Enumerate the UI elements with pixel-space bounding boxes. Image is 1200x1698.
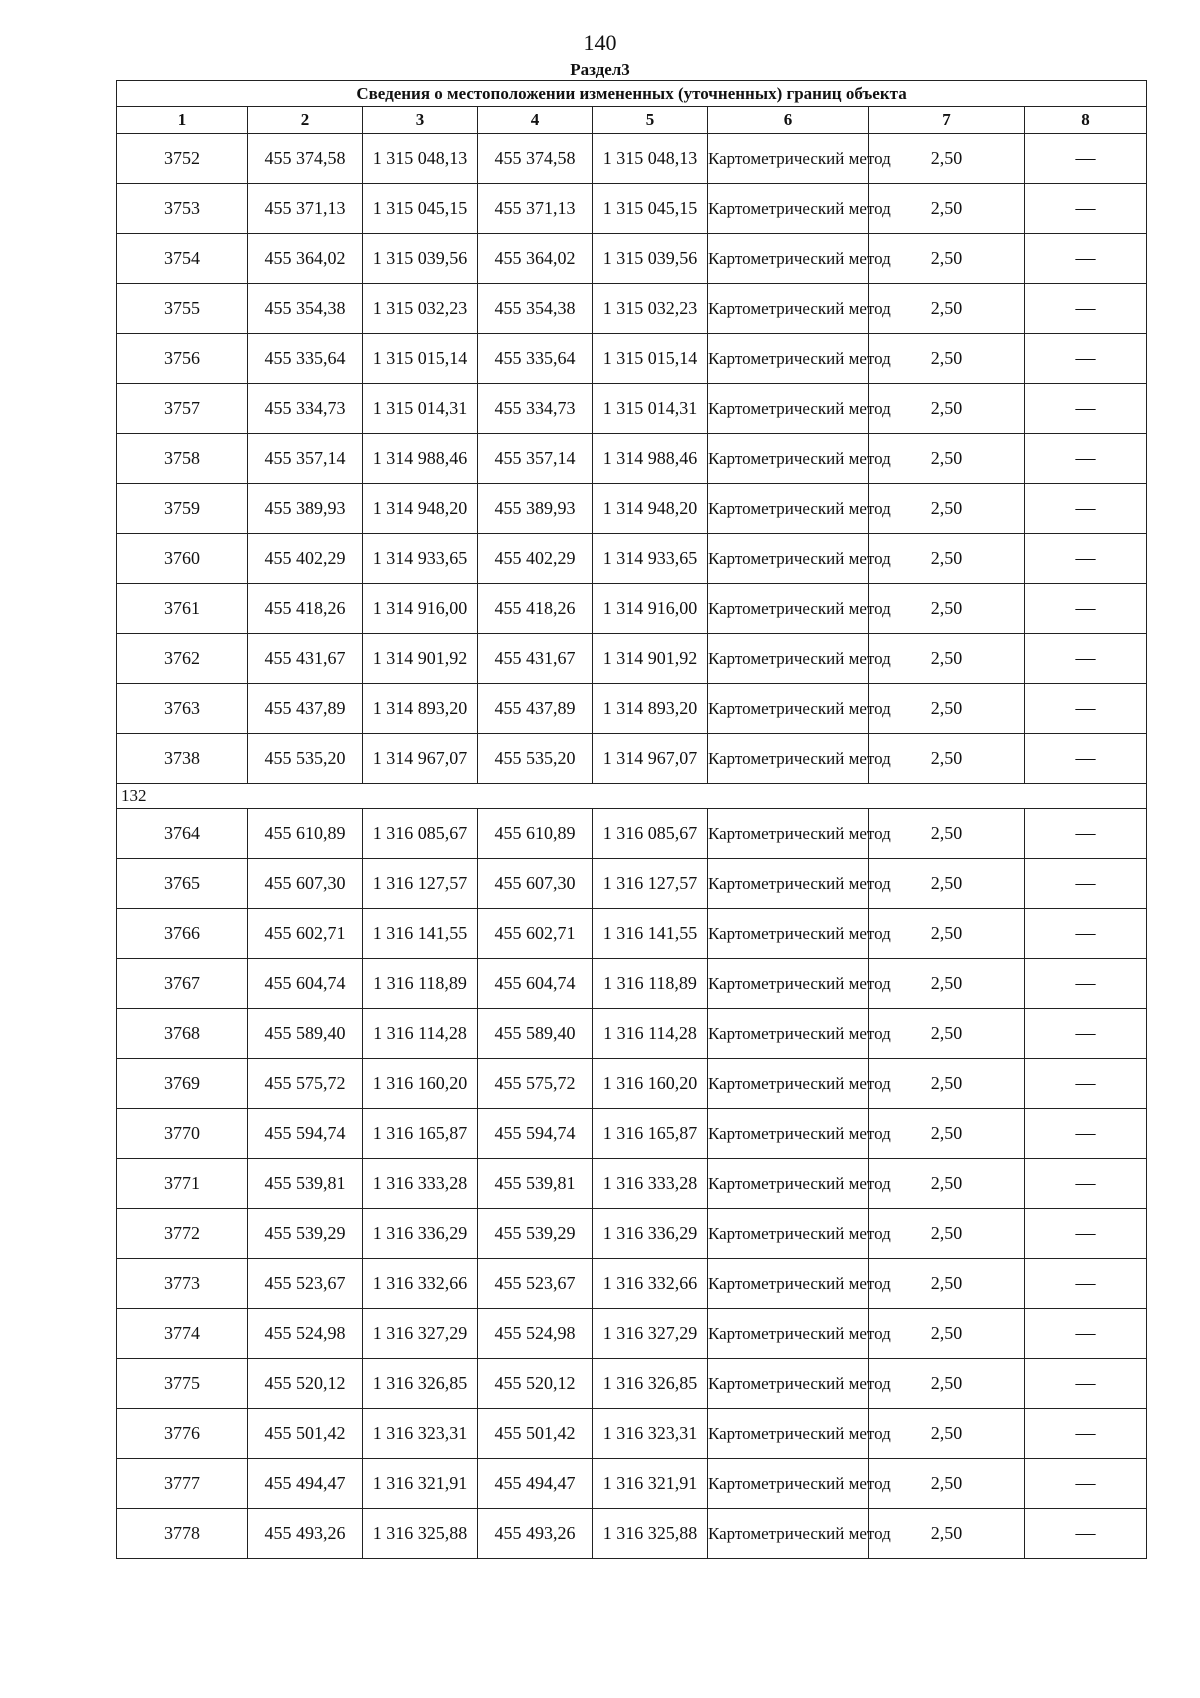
table-row [117,534,1147,584]
x-new-cell: 455 364,02 [478,234,593,284]
x-existing-cell: 455 575,72 [248,1059,363,1109]
x-existing-cell: 455 374,58 [248,134,363,184]
x-new-cell: 455 604,74 [478,959,593,1009]
y-existing-cell: 1 314 948,20 [363,484,478,534]
method-cell: Картометрический метод [708,234,869,284]
y-existing-cell: 1 316 333,28 [363,1159,478,1209]
point-number-cell: 3755 [117,284,248,334]
precision-cell: 2,50 [869,1509,1025,1559]
table-row [117,734,1147,784]
table-caption-row [117,81,1147,107]
method-cell: Картометрический метод [708,809,869,859]
x-new-cell: 455 374,58 [478,134,593,184]
y-existing-cell: 1 314 893,20 [363,684,478,734]
table-row [117,234,1147,284]
boundary-coordinates-table [116,80,1147,1559]
y-existing-cell: 1 315 014,31 [363,384,478,434]
column-number-2: 2 [248,107,363,134]
point-number-cell: 3775 [117,1359,248,1409]
table-row [117,1409,1147,1459]
method-cell: Картометрический метод [708,1209,869,1259]
x-new-cell: 455 539,81 [478,1159,593,1209]
y-existing-cell: 1 314 933,65 [363,534,478,584]
y-existing-cell: 1 316 327,29 [363,1309,478,1359]
x-new-cell: 455 494,47 [478,1459,593,1509]
method-cell: Картометрический метод [708,1409,869,1459]
description-cell: — [1025,809,1147,859]
method-cell: Картометрический метод [708,584,869,634]
column-number-3: 3 [363,107,478,134]
column-number-1: 1 [117,107,248,134]
description-cell: — [1025,1309,1147,1359]
point-number-cell: 3777 [117,1459,248,1509]
point-number-cell: 3757 [117,384,248,434]
description-cell: — [1025,859,1147,909]
x-new-cell: 455 575,72 [478,1059,593,1109]
method-cell: Картометрический метод [708,634,869,684]
x-existing-cell: 455 539,29 [248,1209,363,1259]
description-cell: — [1025,584,1147,634]
y-new-cell: 1 316 114,28 [593,1009,708,1059]
y-existing-cell: 1 316 321,91 [363,1459,478,1509]
y-new-cell: 1 314 901,92 [593,634,708,684]
point-number-cell: 3762 [117,634,248,684]
point-number-cell: 3764 [117,809,248,859]
x-existing-cell: 455 594,74 [248,1109,363,1159]
point-number-cell: 3753 [117,184,248,234]
description-cell: — [1025,334,1147,384]
table-row [117,1259,1147,1309]
x-existing-cell: 455 418,26 [248,584,363,634]
description-cell: — [1025,684,1147,734]
x-existing-cell: 455 493,26 [248,1509,363,1559]
y-new-cell: 1 315 015,14 [593,334,708,384]
table-body [117,134,1147,1559]
table-row [117,1059,1147,1109]
precision-cell: 2,50 [869,434,1025,484]
x-new-cell: 455 493,26 [478,1509,593,1559]
point-number-cell: 3774 [117,1309,248,1359]
y-new-cell: 1 316 321,91 [593,1459,708,1509]
table-row [117,809,1147,859]
table-row [117,634,1147,684]
point-number-cell: 3760 [117,534,248,584]
point-number-cell: 3754 [117,234,248,284]
point-number-cell: 3768 [117,1009,248,1059]
x-new-cell: 455 334,73 [478,384,593,434]
point-number-cell: 3767 [117,959,248,1009]
y-new-cell: 1 315 048,13 [593,134,708,184]
table-row [117,1359,1147,1409]
x-new-cell: 455 610,89 [478,809,593,859]
table-row [117,284,1147,334]
method-cell: Картометрический метод [708,1259,869,1309]
precision-cell: 2,50 [869,1409,1025,1459]
description-cell: — [1025,234,1147,284]
y-existing-cell: 1 316 336,29 [363,1209,478,1259]
x-new-cell: 455 418,26 [478,584,593,634]
x-existing-cell: 455 604,74 [248,959,363,1009]
x-new-cell: 455 607,30 [478,859,593,909]
y-existing-cell: 1 315 045,15 [363,184,478,234]
precision-cell: 2,50 [869,1459,1025,1509]
table-row [117,1009,1147,1059]
description-cell: — [1025,1109,1147,1159]
precision-cell: 2,50 [869,234,1025,284]
y-existing-cell: 1 316 160,20 [363,1059,478,1109]
x-new-cell: 455 501,42 [478,1409,593,1459]
y-new-cell: 1 315 032,23 [593,284,708,334]
point-number-cell: 3776 [117,1409,248,1459]
point-number-cell: 3772 [117,1209,248,1259]
precision-cell: 2,50 [869,1109,1025,1159]
precision-cell: 2,50 [869,534,1025,584]
y-existing-cell: 1 314 916,00 [363,584,478,634]
description-cell: — [1025,184,1147,234]
y-new-cell: 1 314 933,65 [593,534,708,584]
x-existing-cell: 455 354,38 [248,284,363,334]
precision-cell: 2,50 [869,134,1025,184]
point-number-cell: 3738 [117,734,248,784]
point-number-cell: 3752 [117,134,248,184]
method-cell: Картометрический метод [708,434,869,484]
description-cell: — [1025,534,1147,584]
x-existing-cell: 455 589,40 [248,1009,363,1059]
y-existing-cell: 1 316 118,89 [363,959,478,1009]
x-existing-cell: 455 501,42 [248,1409,363,1459]
precision-cell: 2,50 [869,684,1025,734]
table-row [117,1509,1147,1559]
description-cell: — [1025,909,1147,959]
precision-cell: 2,50 [869,1059,1025,1109]
x-existing-cell: 455 523,67 [248,1259,363,1309]
y-new-cell: 1 316 127,57 [593,859,708,909]
table-row [117,434,1147,484]
table-row [117,684,1147,734]
method-cell: Картометрический метод [708,1109,869,1159]
method-cell: Картометрический метод [708,484,869,534]
precision-cell: 2,50 [869,1259,1025,1309]
method-cell: Картометрический метод [708,684,869,734]
precision-cell: 2,50 [869,334,1025,384]
y-new-cell: 1 314 967,07 [593,734,708,784]
description-cell: — [1025,959,1147,1009]
y-new-cell: 1 316 165,87 [593,1109,708,1159]
column-number-7: 7 [869,107,1025,134]
point-number-cell: 3761 [117,584,248,634]
description-cell: — [1025,384,1147,434]
table-row [117,584,1147,634]
table-row [117,909,1147,959]
x-existing-cell: 455 602,71 [248,909,363,959]
column-number-5: 5 [593,107,708,134]
y-existing-cell: 1 316 141,55 [363,909,478,959]
x-existing-cell: 455 524,98 [248,1309,363,1359]
column-number-row [117,107,1147,134]
point-number-cell: 3773 [117,1259,248,1309]
table-title: Сведения о местоположении измененных (уточненных) границ объекта [117,81,1147,107]
description-cell: — [1025,634,1147,684]
method-cell: Картометрический метод [708,384,869,434]
point-number-cell: 3769 [117,1059,248,1109]
precision-cell: 2,50 [869,1309,1025,1359]
method-cell: Картометрический метод [708,1059,869,1109]
x-new-cell: 455 520,12 [478,1359,593,1409]
precision-cell: 2,50 [869,284,1025,334]
method-cell: Картометрический метод [708,1509,869,1559]
precision-cell: 2,50 [869,909,1025,959]
y-new-cell: 1 316 141,55 [593,909,708,959]
method-cell: Картометрический метод [708,734,869,784]
y-new-cell: 1 316 327,29 [593,1309,708,1359]
y-new-cell: 1 314 916,00 [593,584,708,634]
table-row [117,859,1147,909]
x-existing-cell: 455 607,30 [248,859,363,909]
y-new-cell: 1 316 336,29 [593,1209,708,1259]
point-number-cell: 3778 [117,1509,248,1559]
page-number: 140 [583,30,617,55]
precision-cell: 2,50 [869,1209,1025,1259]
point-number-cell: 3756 [117,334,248,384]
x-existing-cell: 455 357,14 [248,434,363,484]
method-cell: Картометрический метод [708,534,869,584]
table-row [117,1309,1147,1359]
section-title: Раздел3 [570,60,630,79]
x-existing-cell: 455 334,73 [248,384,363,434]
x-new-cell: 455 535,20 [478,734,593,784]
x-existing-cell: 455 610,89 [248,809,363,859]
y-existing-cell: 1 315 032,23 [363,284,478,334]
table-row [117,1209,1147,1259]
y-new-cell: 1 314 893,20 [593,684,708,734]
description-cell: — [1025,1209,1147,1259]
y-new-cell: 1 314 988,46 [593,434,708,484]
description-cell: — [1025,134,1147,184]
x-existing-cell: 455 520,12 [248,1359,363,1409]
point-number-cell: 3765 [117,859,248,909]
y-new-cell: 1 316 332,66 [593,1259,708,1309]
point-number-cell: 3759 [117,484,248,534]
precision-cell: 2,50 [869,1009,1025,1059]
y-existing-cell: 1 316 326,85 [363,1359,478,1409]
table-row [117,1109,1147,1159]
precision-cell: 2,50 [869,584,1025,634]
y-new-cell: 1 316 325,88 [593,1509,708,1559]
y-existing-cell: 1 315 048,13 [363,134,478,184]
x-new-cell: 455 523,67 [478,1259,593,1309]
x-existing-cell: 455 389,93 [248,484,363,534]
x-existing-cell: 455 437,89 [248,684,363,734]
group-label: 132 [117,784,1147,809]
description-cell: — [1025,284,1147,334]
x-existing-cell: 455 335,64 [248,334,363,384]
x-existing-cell: 455 364,02 [248,234,363,284]
x-existing-cell: 455 371,13 [248,184,363,234]
description-cell: — [1025,1159,1147,1209]
method-cell: Картометрический метод [708,859,869,909]
description-cell: — [1025,1259,1147,1309]
method-cell: Картометрический метод [708,1009,869,1059]
x-new-cell: 455 354,38 [478,284,593,334]
point-number-cell: 3771 [117,1159,248,1209]
description-cell: — [1025,734,1147,784]
table-row [117,334,1147,384]
y-existing-cell: 1 316 165,87 [363,1109,478,1159]
description-cell: — [1025,434,1147,484]
y-new-cell: 1 314 948,20 [593,484,708,534]
precision-cell: 2,50 [869,634,1025,684]
precision-cell: 2,50 [869,384,1025,434]
y-existing-cell: 1 315 039,56 [363,234,478,284]
x-new-cell: 455 589,40 [478,1009,593,1059]
x-existing-cell: 455 535,20 [248,734,363,784]
x-new-cell: 455 371,13 [478,184,593,234]
method-cell: Картометрический метод [708,909,869,959]
column-number-6: 6 [708,107,869,134]
description-cell: — [1025,1509,1147,1559]
table-row [117,484,1147,534]
point-number-cell: 3763 [117,684,248,734]
precision-cell: 2,50 [869,184,1025,234]
point-number-cell: 3766 [117,909,248,959]
method-cell: Картометрический метод [708,1309,869,1359]
precision-cell: 2,50 [869,959,1025,1009]
y-existing-cell: 1 316 114,28 [363,1009,478,1059]
x-new-cell: 455 539,29 [478,1209,593,1259]
point-number-cell: 3770 [117,1109,248,1159]
description-cell: — [1025,1409,1147,1459]
description-cell: — [1025,1459,1147,1509]
y-existing-cell: 1 315 015,14 [363,334,478,384]
table-row [117,1159,1147,1209]
y-new-cell: 1 316 323,31 [593,1409,708,1459]
y-new-cell: 1 316 326,85 [593,1359,708,1409]
y-new-cell: 1 316 160,20 [593,1059,708,1109]
x-new-cell: 455 402,29 [478,534,593,584]
x-existing-cell: 455 539,81 [248,1159,363,1209]
column-number-4: 4 [478,107,593,134]
method-cell: Картометрический метод [708,134,869,184]
method-cell: Картометрический метод [708,959,869,1009]
precision-cell: 2,50 [869,859,1025,909]
y-existing-cell: 1 314 988,46 [363,434,478,484]
x-new-cell: 455 437,89 [478,684,593,734]
table-row [117,1459,1147,1509]
precision-cell: 2,50 [869,809,1025,859]
precision-cell: 2,50 [869,734,1025,784]
table-row [117,134,1147,184]
table-row [117,384,1147,434]
method-cell: Картометрический метод [708,1159,869,1209]
method-cell: Картометрический метод [708,1359,869,1409]
table-row [117,959,1147,1009]
y-new-cell: 1 316 333,28 [593,1159,708,1209]
x-existing-cell: 455 431,67 [248,634,363,684]
y-new-cell: 1 315 045,15 [593,184,708,234]
description-cell: — [1025,1059,1147,1109]
x-new-cell: 455 602,71 [478,909,593,959]
method-cell: Картометрический метод [708,184,869,234]
y-existing-cell: 1 316 332,66 [363,1259,478,1309]
y-new-cell: 1 316 085,67 [593,809,708,859]
y-new-cell: 1 316 118,89 [593,959,708,1009]
description-cell: — [1025,1009,1147,1059]
x-new-cell: 455 389,93 [478,484,593,534]
column-number-8: 8 [1025,107,1147,134]
x-new-cell: 455 594,74 [478,1109,593,1159]
y-existing-cell: 1 316 323,31 [363,1409,478,1459]
precision-cell: 2,50 [869,1359,1025,1409]
precision-cell: 2,50 [869,484,1025,534]
y-existing-cell: 1 316 127,57 [363,859,478,909]
method-cell: Картометрический метод [708,284,869,334]
y-existing-cell: 1 316 325,88 [363,1509,478,1559]
x-new-cell: 455 431,67 [478,634,593,684]
y-existing-cell: 1 314 967,07 [363,734,478,784]
description-cell: — [1025,1359,1147,1409]
description-cell: — [1025,484,1147,534]
y-new-cell: 1 315 014,31 [593,384,708,434]
y-existing-cell: 1 314 901,92 [363,634,478,684]
y-existing-cell: 1 316 085,67 [363,809,478,859]
x-existing-cell: 455 402,29 [248,534,363,584]
x-existing-cell: 455 494,47 [248,1459,363,1509]
x-new-cell: 455 357,14 [478,434,593,484]
method-cell: Картометрический метод [708,334,869,384]
x-new-cell: 455 524,98 [478,1309,593,1359]
group-row [117,784,1147,809]
table-row [117,184,1147,234]
point-number-cell: 3758 [117,434,248,484]
precision-cell: 2,50 [869,1159,1025,1209]
x-new-cell: 455 335,64 [478,334,593,384]
y-new-cell: 1 315 039,56 [593,234,708,284]
method-cell: Картометрический метод [708,1459,869,1509]
